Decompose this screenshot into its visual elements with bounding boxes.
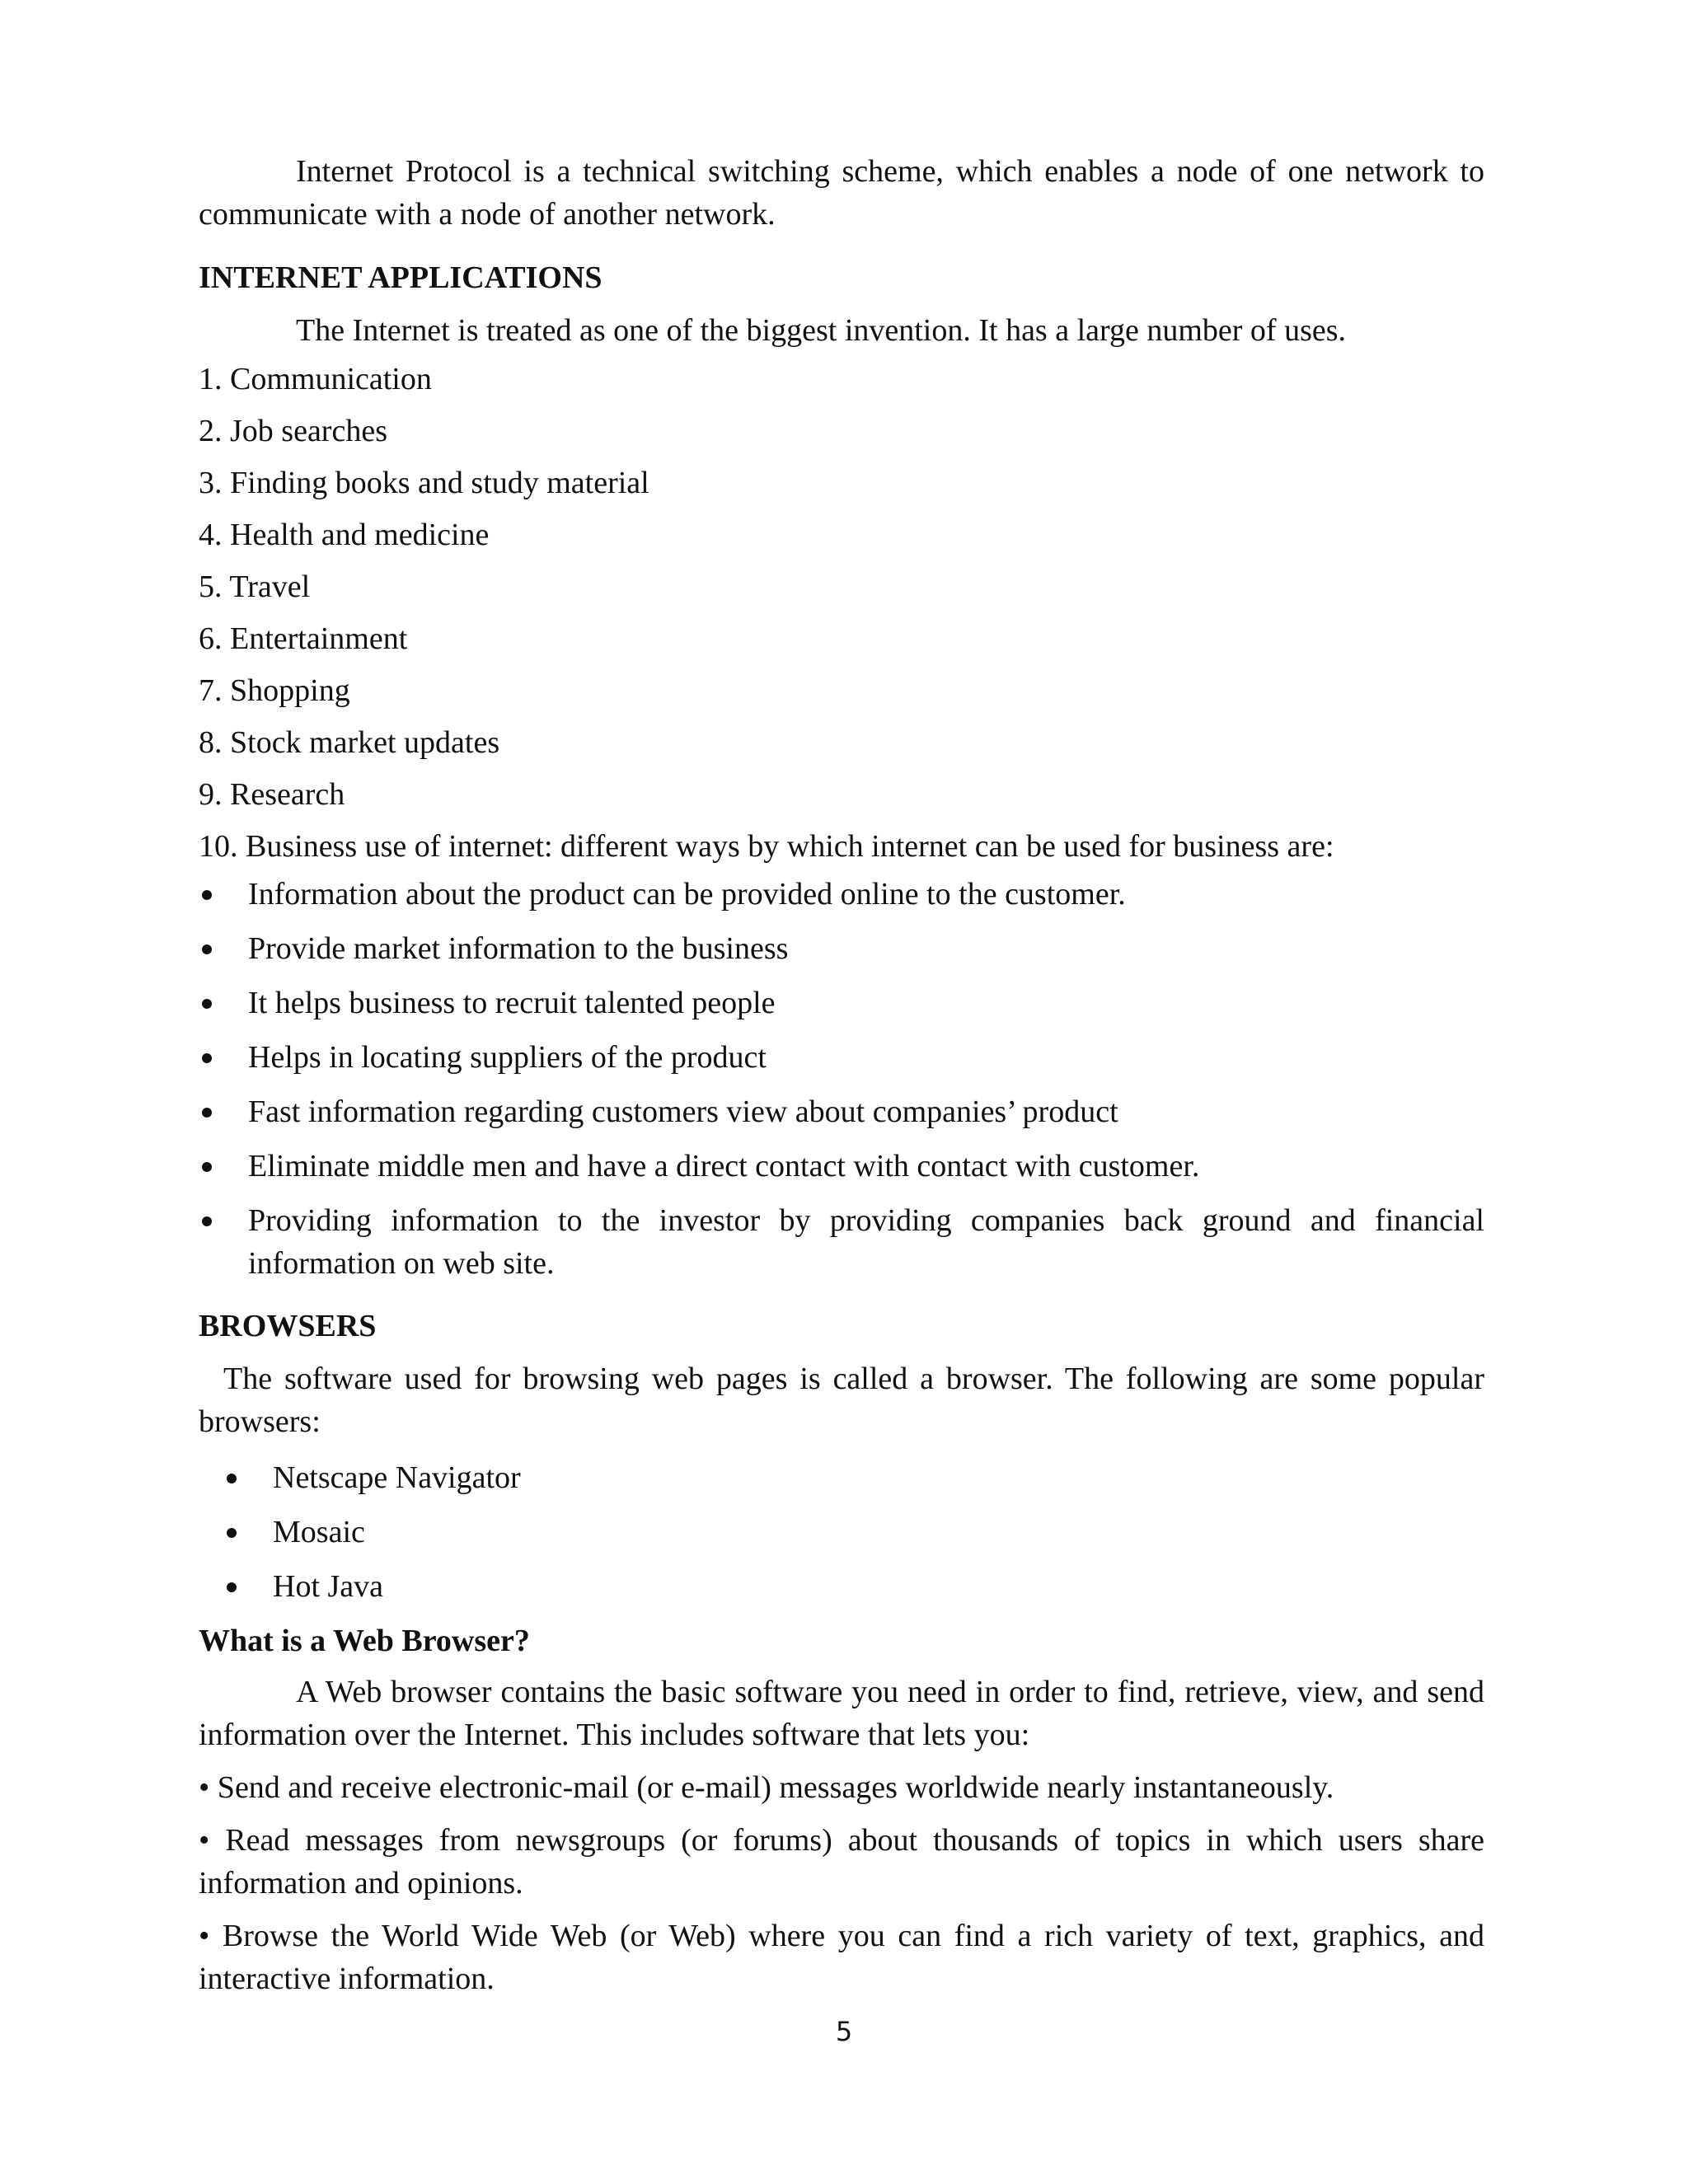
bullet-item [199, 1090, 1484, 1133]
section-heading-internet-applications: INTERNET APPLICATIONS [199, 260, 603, 295]
page-number: 5 [835, 2016, 853, 2047]
bullet-item [199, 1565, 1484, 1608]
section-heading-browsers: BROWSERS [199, 1309, 377, 1343]
bullet-text: Information about the product can be provided online to the customer. [248, 877, 1126, 912]
bullet-text: Provide market information to the business [248, 931, 789, 966]
browsers-list [199, 1456, 1484, 1608]
bullet-text: Hot Java [273, 1569, 384, 1604]
applications-list [199, 354, 1484, 873]
bullet-dot-icon [223, 1565, 240, 1608]
bullet-item [199, 1036, 1484, 1079]
web-browser-point: • Read messages from newsgroups (or forums) about thousands of topics in which users share information and opinions. [199, 1823, 1484, 1900]
web-browser-intro: A Web browser contains the basic software you need in order to find, retrieve, view, and send information over the Internet. This includes software that lets you: [199, 1675, 1484, 1752]
bullet-item [199, 982, 1484, 1024]
bullet-dot-icon [199, 1090, 215, 1133]
bullet-dot-icon [199, 982, 215, 1024]
bullet-text: Providing information to the investor by providing companies back ground and financial information on web site. [248, 1203, 1484, 1281]
list-item: 5. Travel [199, 569, 311, 604]
list-item: 7. Shopping [199, 673, 350, 708]
bullet-item [199, 1199, 1484, 1285]
section-heading-web-browser: What is a Web Browser? [199, 1624, 530, 1658]
intro-paragraph: Internet Protocol is a technical switching scheme, which enables a node of one network to communicate with a node of another network. [199, 154, 1484, 232]
list-item: 1. Communication [199, 362, 432, 396]
business-uses-list [199, 873, 1484, 1285]
bullet-text: Netscape Navigator [273, 1460, 521, 1495]
list-item: 2. Job searches [199, 414, 387, 448]
bullet-text: Mosaic [273, 1515, 365, 1549]
bullet-dot-icon [199, 1036, 215, 1079]
web-browser-point: • Send and receive electronic-mail (or e-mail) messages worldwide nearly instantaneously. [199, 1770, 1334, 1805]
applications-intro: The Internet is treated as one of the biggest invention. It has a large number of uses. [296, 313, 1347, 348]
web-browser-point: • Browse the World Wide Web (or Web) where you can find a rich variety of text, graphics, and interactive information. [199, 1919, 1484, 1996]
list-item: 10. Business use of internet: different ways by which internet can be used for business are: [199, 829, 1334, 864]
list-item: 8. Stock market updates [199, 725, 500, 760]
bullet-text: Helps in locating suppliers of the product [248, 1040, 767, 1075]
list-item: 3. Finding books and study material [199, 466, 649, 500]
list-item: 4. Health and medicine [199, 518, 490, 552]
bullet-item [199, 1511, 1484, 1554]
bullet-item [199, 927, 1484, 970]
bullet-item [199, 1456, 1484, 1499]
list-item: 6. Entertainment [199, 621, 408, 656]
bullet-item [199, 873, 1484, 916]
browsers-intro: The software used for browsing web pages is called a browser. The following are some popular browsers: [199, 1361, 1484, 1439]
bullet-dot-icon [199, 873, 215, 916]
page-content [199, 150, 1484, 2000]
bullet-dot-icon [199, 927, 215, 970]
bullet-text: It helps business to recruit talented people [248, 986, 776, 1020]
bullet-dot-icon [199, 1199, 215, 1242]
bullet-text: Eliminate middle men and have a direct contact with contact with customer. [248, 1149, 1200, 1183]
bullet-item [199, 1145, 1484, 1188]
bullet-text: Fast information regarding customers view about companies’ product [248, 1094, 1118, 1129]
bullet-dot-icon [223, 1511, 240, 1554]
bullet-dot-icon [223, 1456, 240, 1499]
bullet-dot-icon [199, 1145, 215, 1188]
list-item: 9. Research [199, 777, 345, 812]
